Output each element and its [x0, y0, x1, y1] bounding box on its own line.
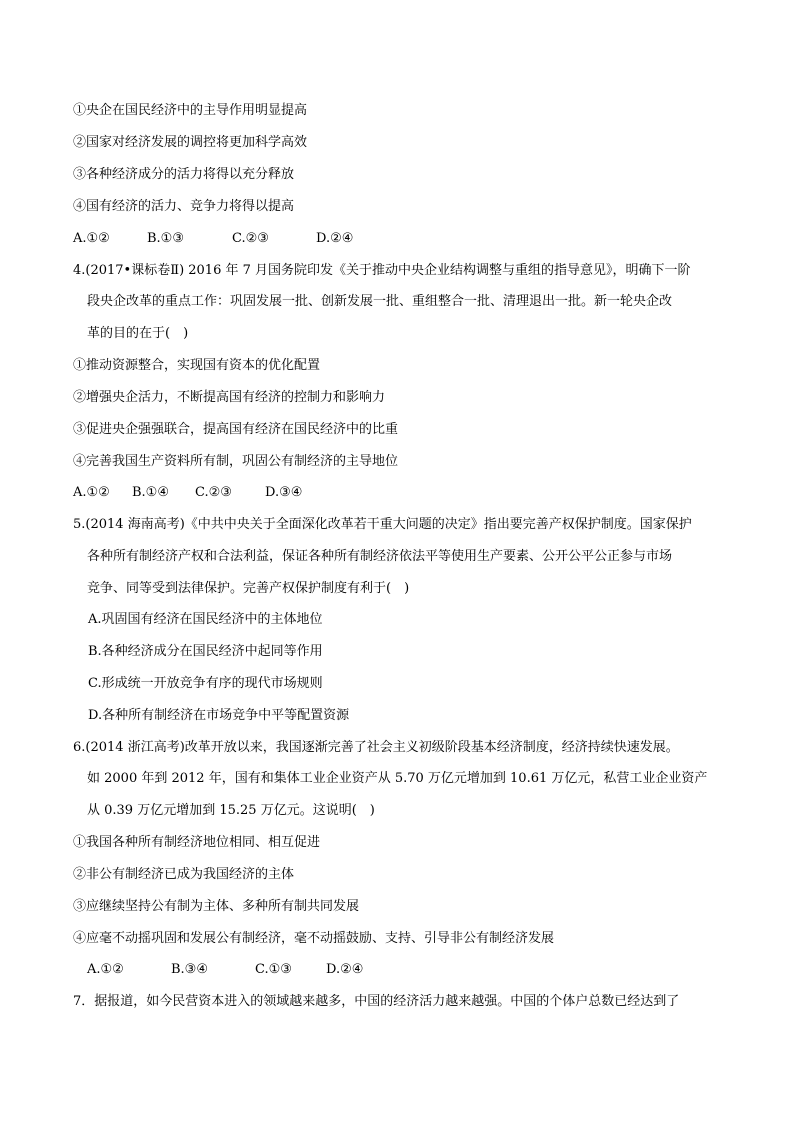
- q5-option-c: C.形成统一开放竞争有序的现代市场规则: [88, 676, 323, 691]
- q7-stem-line-1: 7．据报道，如今民营资本进入的领域越来越多，中国的经济活力越来越强。中国的个体户总数已经达到了: [73, 994, 680, 1009]
- q5-stem-line-2: 各种所有制经济产权和合法利益，保证各种所有制经济依法平等使用生产要素、公开公平公正参与市场: [87, 549, 673, 564]
- q6-choice-4: ④应毫不动摇巩固和发展公有制经济，毫不动摇鼓励、支持、引导非公有制经济发展: [73, 931, 555, 946]
- q3-choice-1: ①央企在国民经济中的主导作用明显提高: [73, 103, 308, 118]
- q5-option-d: D.各种所有制经济在市场竞争中平等配置资源: [88, 708, 350, 723]
- q3-options: [73, 230, 353, 248]
- q6-stem-line-1: 6.(2014 浙江高考)改革开放以来，我国逐渐完善了社会主义初级阶段基本经济制度，经济持续快速发展。: [73, 740, 679, 755]
- q3-option-a: A.①②: [73, 231, 110, 246]
- q4-option-d: D.③④: [265, 485, 303, 500]
- q4-stem-line-1: 4.(2017•课标卷Ⅱ) 2016 年 7 月国务院印发《关于推动中央企业结构调整与重组的指导意见》，明确下一阶: [73, 263, 691, 278]
- q6-option-d: D.②④: [326, 962, 364, 977]
- q6-stem-line-3: 从 0.39 万亿元增加到 15.25 万亿元。这说明( ): [87, 803, 375, 818]
- q6-option-b: B.③④: [171, 962, 208, 977]
- q4-stem-line-3: 革的目的在于( ): [87, 326, 189, 341]
- q6-choice-2: ②非公有制经济已成为我国经济的主体: [73, 867, 295, 882]
- q6-options: [87, 961, 363, 979]
- q4-option-a: A.①②: [73, 485, 110, 500]
- q5-option-a: A.巩固国有经济在国民经济中的主体地位: [88, 612, 323, 627]
- q6-option-c: C.①③: [255, 962, 292, 977]
- q6-option-a: A.①②: [87, 962, 124, 977]
- q3-choice-4: ④国有经济的活力、竞争力将得以提高: [73, 199, 295, 214]
- q3-option-c: C.②③: [232, 231, 269, 246]
- q6-stem-line-2: 如 2000 年到 2012 年，国有和集体工业企业资产从 5.70 万亿元增加到 10.61 万亿元，私营工业企业资产: [87, 771, 708, 786]
- q4-option-c: C.②③: [195, 485, 232, 500]
- q4-stem-line-2: 段央企改革的重点工作：巩固发展一批、创新发展一批、重组整合一批、清理退出一批。新一轮央企改: [87, 294, 673, 309]
- q4-choice-3: ③促进央企强强联合，提高国有经济在国民经济中的比重: [73, 422, 399, 437]
- q6-choice-1: ①我国各种所有制经济地位相同、相互促进: [73, 835, 321, 850]
- q4-choice-2: ②增强央企活力，不断提高国有经济的控制力和影响力: [73, 390, 386, 405]
- q4-choice-1: ①推动资源整合，实现国有资本的优化配置: [73, 358, 321, 373]
- q4-option-b: B.①④: [132, 485, 169, 500]
- q3-choice-2: ②国家对经济发展的调控将更加科学高效: [73, 135, 308, 150]
- q5-stem-line-1: 5.(2014 海南高考)《中共中央关于全面深化改革若干重大问题的决定》指出要完善产权保护制度。国家保护: [73, 517, 692, 532]
- q5-stem-line-3: 竞争、同等受到法律保护。完善产权保护制度有利于( ): [87, 581, 410, 596]
- q4-choice-4: ④完善我国生产资料所有制，巩固公有制经济的主导地位: [73, 454, 399, 469]
- q3-choice-3: ③各种经济成分的活力将得以充分释放: [73, 167, 295, 182]
- q4-options: [73, 484, 302, 502]
- q6-choice-3: ③应继续坚持公有制为主体、多种所有制共同发展: [73, 899, 360, 914]
- q3-option-d: D.②④: [316, 231, 354, 246]
- q5-option-b: B.各种经济成分在国民经济中起同等作用: [88, 644, 323, 659]
- q3-option-b: B.①③: [147, 231, 184, 246]
